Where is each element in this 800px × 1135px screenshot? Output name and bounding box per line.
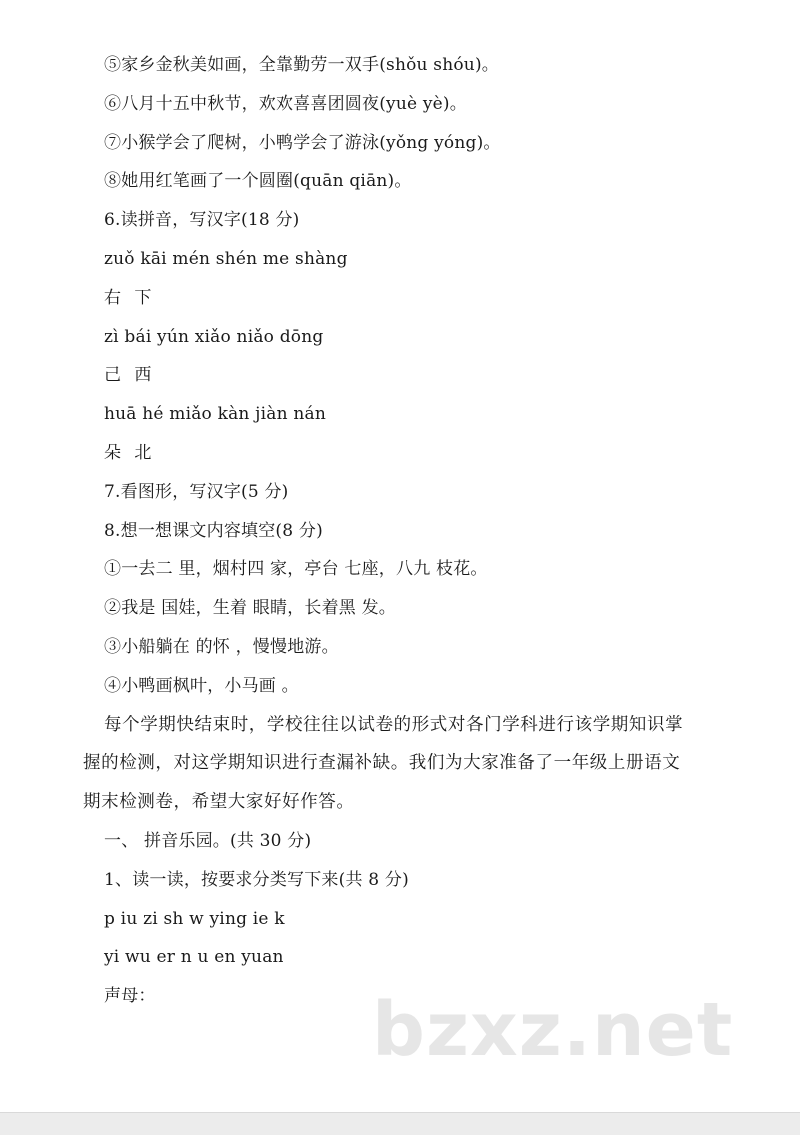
pinyin-line: zuǒ kāi mén shén me shàng	[104, 248, 348, 269]
character-line: 朵 北	[104, 442, 156, 463]
text-line: 声母：	[104, 986, 156, 1007]
pinyin-line: p iu zi sh w ying ie k	[104, 908, 285, 929]
text-line: ⑦小猴学会了爬树，小鸭学会了游泳(yǒng yóng)。	[104, 132, 501, 153]
question-heading: 8.想一想课文内容填空(8 分)	[104, 520, 323, 541]
pinyin-line: zì bái yún xiǎo niǎo dōng	[104, 326, 324, 347]
text-line: ⑤家乡金秋美如画，全靠勤劳一双手(shǒu shóu)。	[104, 55, 499, 75]
watermark: bzxz.net	[372, 987, 734, 1073]
section-heading: 一、 拼音乐园。(共 30 分)	[104, 830, 312, 851]
text-line: ⑧她用红笔画了一个圆圈(quān qiān)。	[104, 171, 412, 192]
character-line: 己 西	[104, 365, 156, 386]
pinyin-line: huā hé miǎo kàn jiàn nán	[104, 404, 326, 425]
paragraph-line: 每个学期快结束时，学校往往以试卷的形式对各门学科进行该学期知识掌	[104, 714, 684, 735]
text-line: ③小船躺在 的怀 ，慢慢地游。	[104, 636, 339, 657]
text-line: ②我是 国娃，生着 眼睛，长着黑 发。	[104, 598, 397, 619]
question-heading: 6.读拼音，写汉字(18 分)	[104, 210, 300, 231]
character-line: 右 下	[104, 287, 156, 308]
pinyin-line: yi wu er n u en yuan	[104, 947, 284, 968]
paragraph-line: 握的检测，对这学期知识进行查漏补缺。我们为大家准备了一年级上册语文	[83, 753, 681, 774]
text-line: ①一去二 里，烟村四 家，亭台 七座，八九 枝花。	[104, 559, 488, 580]
text-line: ④小鸭画枫叶，小马画 。	[104, 675, 299, 696]
text-line: ⑥八月十五中秋节，欢欢喜喜团圆夜(yuè yè)。	[104, 93, 467, 114]
question-heading: 7.看图形，写汉字(5 分)	[104, 481, 289, 502]
document-content	[0, 46, 800, 1016]
question-heading: 1、读一读，按要求分类写下来(共 8 分)	[104, 869, 409, 890]
viewer-bottom-bar	[0, 1112, 800, 1135]
paragraph-line: 期末检测卷，希望大家好好作答。	[83, 792, 355, 813]
